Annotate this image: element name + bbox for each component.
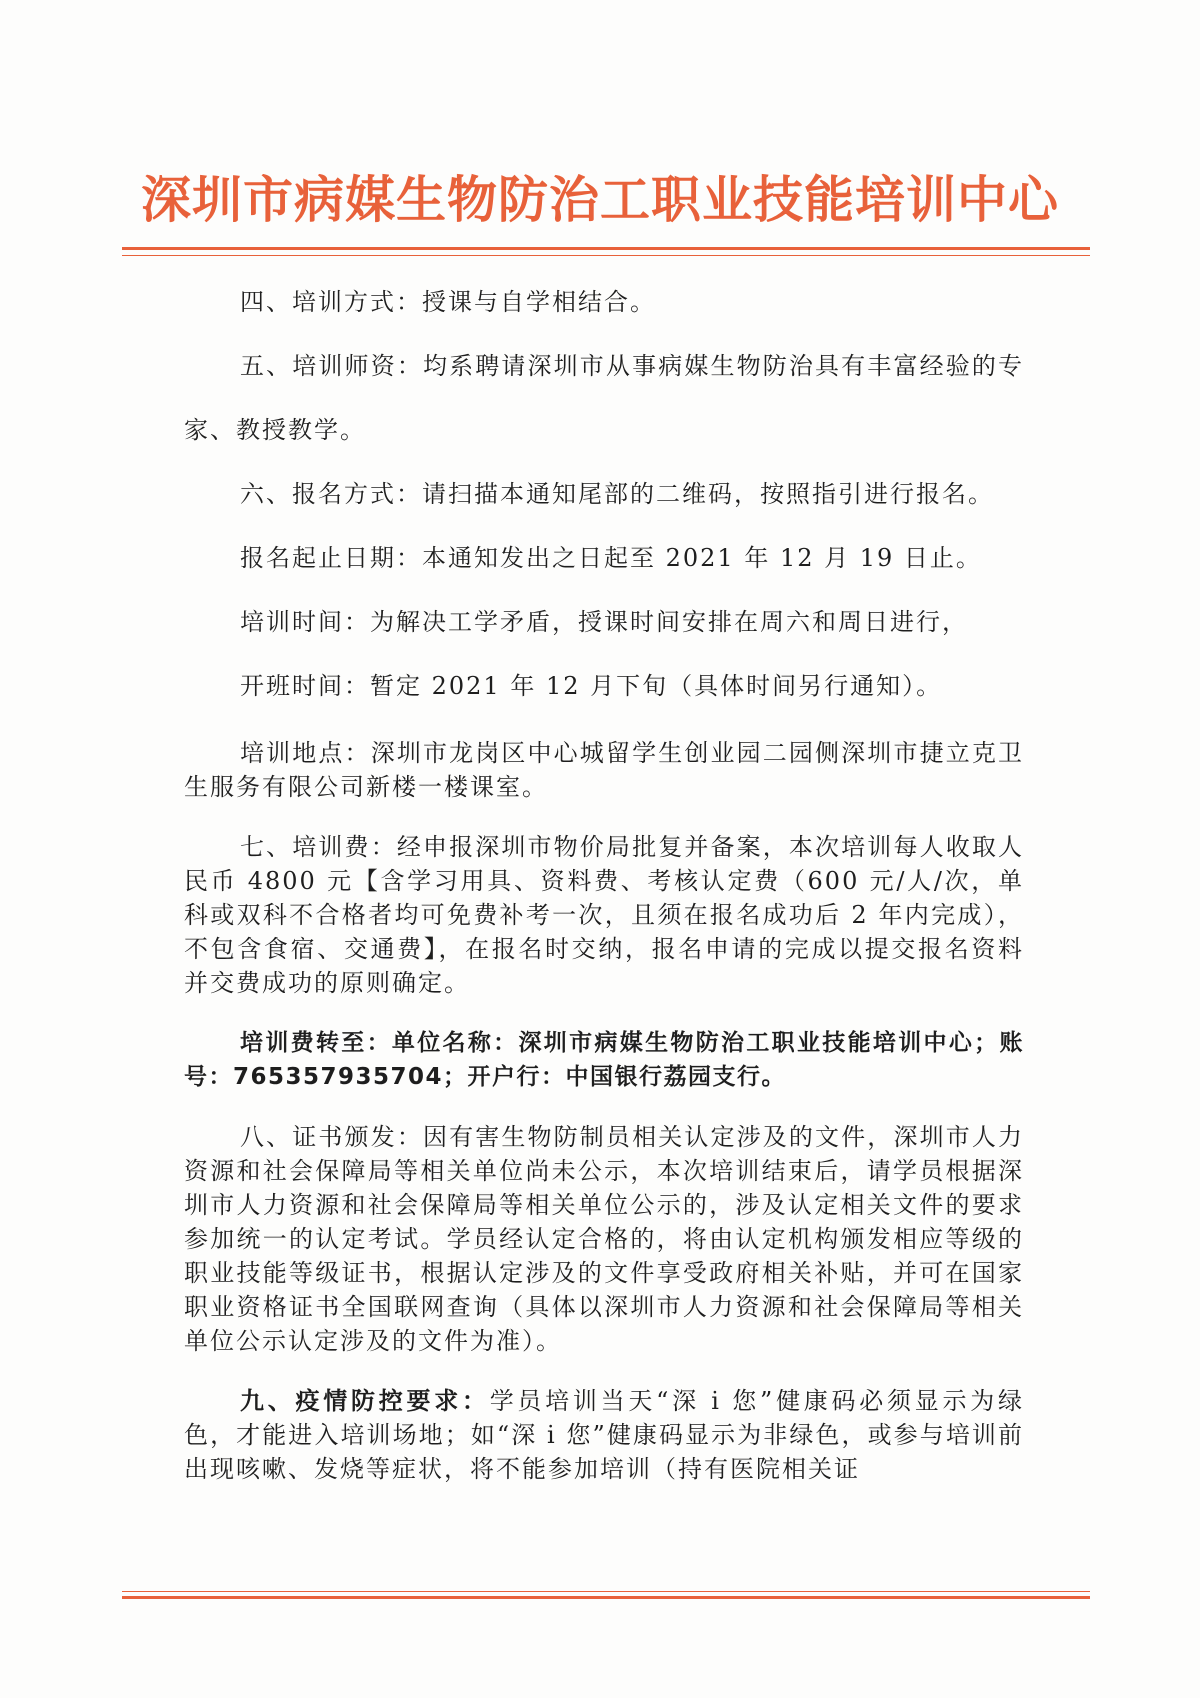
class-start-paragraph: 开班时间：暂定 2021 年 12 月下旬（具体时间另行通知）。 <box>240 672 943 700</box>
spacer <box>184 804 1024 830</box>
training-method-paragraph: 四、培训方式：授课与自学相结合。 <box>240 288 656 316</box>
training-location-paragraph: 培训地点：深圳市龙岗区中心城留学生创业园二园侧深圳市捷立克卫生服务有限公司新楼一楼课室。 <box>184 739 1024 801</box>
letterhead-title: 深圳市病媒生物防治工职业技能培训中心 <box>141 170 1059 229</box>
document-body <box>184 270 1024 1486</box>
registration-method-paragraph: 六、报名方式：请扫描本通知尾部的二维码，按照指引进行报名。 <box>240 480 994 508</box>
instructors-paragraph: 五、培训师资：均系聘请深圳市从事病媒生物防治具有丰富经验的专家、教授教学。 <box>184 352 1024 444</box>
epidemic-text: 学员培训当天“深 i 您”健康码必须显示为绿色，才能进入培训场地；如“深 i 您”健康码显示为非绿色，或参与培训前出现咳嗽、发烧等症状，将不能参加培训（持有医院相关证 <box>184 1387 1024 1483</box>
spacer <box>184 1000 1024 1026</box>
epidemic-heading: 九、疫情防控要求： <box>240 1387 490 1415</box>
registration-period-paragraph: 报名起止日期：本通知发出之日起至 2021 年 12 月 19 日止。 <box>240 544 982 572</box>
footer-divider-thin <box>122 1591 1090 1592</box>
spacer <box>184 1358 1024 1384</box>
footer-divider-thick <box>122 1596 1090 1599</box>
training-time-paragraph: 培训时间：为解决工学矛盾，授课时间安排在周六和周日进行， <box>240 608 968 636</box>
certificate-paragraph: 八、证书颁发：因有害生物防制员相关认定涉及的文件，深圳市人力资源和社会保障局等相关单位尚未公示，本次培训结束后，请学员根据深圳市人力资源和社会保障局等相关单位公示的，涉及认定相关文件的要求参加统一的认定考试。学员经认定合格的，将由认定机构颁发相应等级的职业技能等级证书，根据认定涉及的文件享受政府相关补贴，并可在国家职业资格证书全国联网查询（具体以深圳市人力资源和社会保障局等相关单位公示认定涉及的文件为准）。 <box>184 1123 1024 1355</box>
training-fee-paragraph: 七、培训费：经申报深圳市物价局批复并备案，本次培训每人收取人民币 4800 元【含学习用具、资料费、考核认定费（600 元/人/次，单科或双科不合格者均可免费补考一次，且须在报名成功后 2 年内完成），不包含食宿、交通费】，在报名时交纳，报名申请的完成以提交报名资料并交费成功的原则确定。 <box>184 833 1024 997</box>
payment-info-paragraph: 培训费转至：单位名称：深圳市病媒生物防治工职业技能培训中心；账号：765357935704；开户行：中国银行荔园支行。 <box>184 1030 1024 1090</box>
spacer <box>184 718 1024 736</box>
header-divider-thin <box>122 255 1090 256</box>
spacer <box>184 1094 1024 1120</box>
header-divider-thick <box>122 247 1090 250</box>
epidemic-paragraph <box>184 1384 1024 1486</box>
